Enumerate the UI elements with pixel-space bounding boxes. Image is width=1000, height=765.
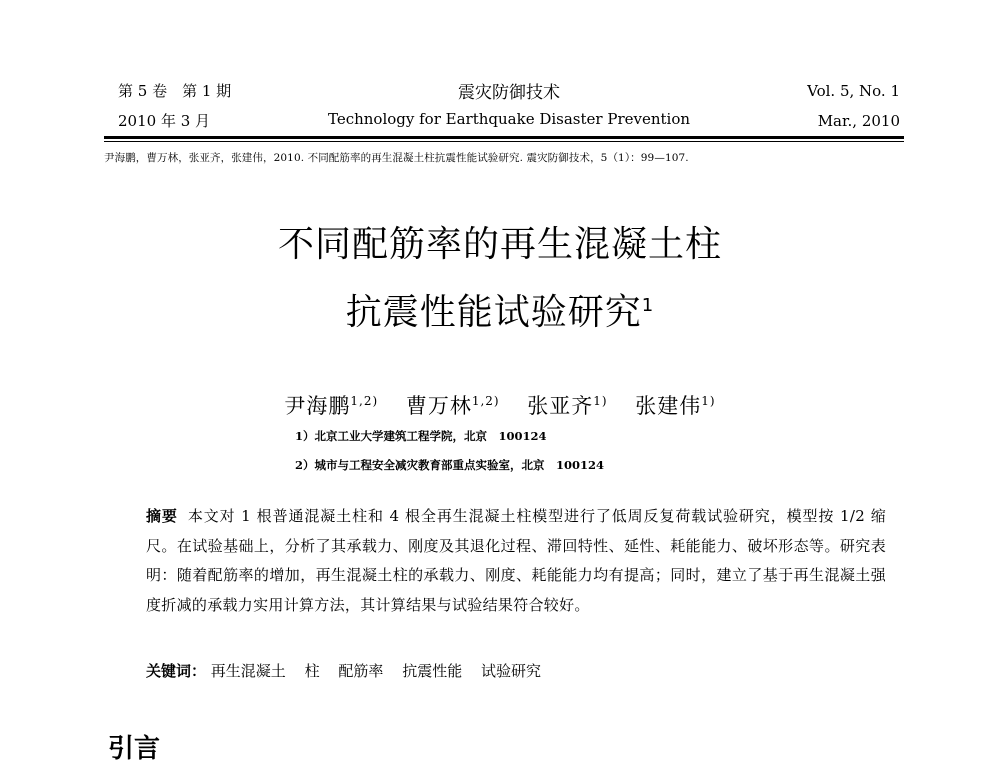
- keyword: 配筋率: [338, 662, 384, 680]
- paper-title-line-2: [0, 284, 1000, 335]
- paper-title-line-1: 不同配筋率的再生混凝土柱: [277, 224, 722, 265]
- author-affiliation-mark: 1,2): [350, 394, 379, 408]
- journal-name-cn: 震灾防御技术: [458, 83, 560, 103]
- author-affiliation-mark: 1): [701, 394, 716, 408]
- author-name: 张建伟: [635, 394, 702, 418]
- author-affiliation-mark: 1,2): [471, 394, 500, 408]
- section-heading-introduction: 引言: [108, 734, 161, 764]
- volume-issue-cn: 第 5 卷 第 1 期: [118, 82, 232, 100]
- abstract: [146, 502, 886, 620]
- keywords: [146, 660, 555, 681]
- volume-issue-en: Vol. 5, No. 1: [807, 82, 900, 100]
- date-cn: 2010 年 3 月: [118, 112, 211, 130]
- keywords-label: 关键词：: [146, 662, 207, 680]
- author-name: 曹万林: [405, 394, 472, 418]
- title-footnote-marker: 1: [641, 295, 655, 316]
- citation-line: 尹海鹏，曹万林，张亚齐，张建伟，2010. 不同配筋率的再生混凝土柱抗震性能试验研究. 震灾防御技术，5（1）：99—107.: [104, 152, 689, 164]
- keyword: 柱: [304, 662, 320, 680]
- header-rule-thick: [104, 136, 904, 139]
- author: [284, 394, 378, 418]
- journal-header-row-2: [118, 110, 900, 131]
- author: [527, 394, 607, 418]
- abstract-text: 本文对 1 根普通混凝土柱和 4 根全再生混凝土柱模型进行了低周反复荷载试验研究，模型按 1/2 缩尺。在试验基础上，分析了其承载力、刚度及其退化过程、滞回特性、延性、耗能能力、破坏形态等。研究表明：随着配筋率的增加，再生混凝土柱的承载力、刚度、耗能能力均有提高；同时，建立了基于再生混凝土强度折减的承载力实用计算方法，其计算结果与试验结果符合较好。: [146, 507, 887, 614]
- date-en: Mar., 2010: [817, 112, 900, 130]
- journal-header-row-1: [118, 80, 900, 101]
- affiliation-2: 2）城市与工程安全减灾教育部重点实验室，北京 100124: [295, 458, 605, 472]
- author-list: [0, 390, 1000, 420]
- author: [635, 394, 715, 418]
- journal-name-en: Technology for Earthquake Disaster Prevention: [327, 110, 691, 128]
- keyword: 试验研究: [480, 662, 541, 680]
- author-name: 张亚齐: [527, 394, 594, 418]
- author-affiliation-mark: 1): [593, 394, 608, 408]
- author: [406, 394, 500, 418]
- paper-title-line-2-text: 抗震性能试验研究: [345, 292, 642, 333]
- keyword: 抗震性能: [402, 662, 463, 680]
- abstract-label: 摘要: [146, 507, 178, 525]
- author-name: 尹海鹏: [284, 394, 351, 418]
- header-rule-thin: [104, 141, 904, 142]
- affiliation-1: 1）北京工业大学建筑工程学院，北京 100124: [295, 429, 547, 443]
- keyword: 再生混凝土: [210, 662, 286, 680]
